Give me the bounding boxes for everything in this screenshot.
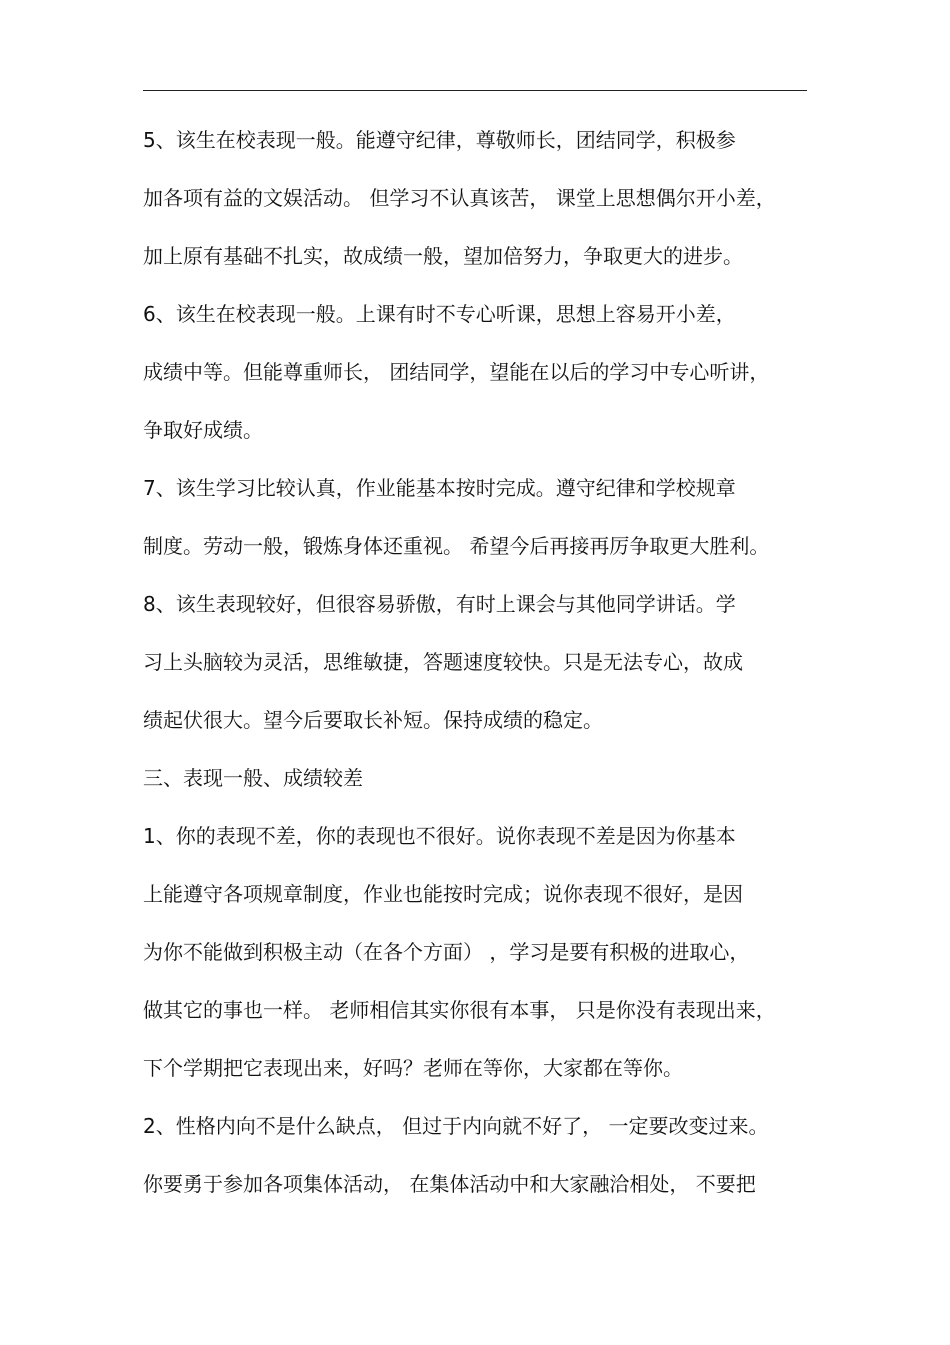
text-line: 6、该生在校表现一般。上课有时不专心听课，思想上容易开小差， <box>143 302 736 326</box>
text-line: 做其它的事也一样。 老师相信其实你很有本事， 只是你没有表现出来， <box>143 998 776 1022</box>
text-line: 8、该生表现较好，但很容易骄傲，有时上课会与其他同学讲话。学 <box>143 592 736 616</box>
text-line: 7、该生学习比较认真，作业能基本按时完成。遵守纪律和学校规章 <box>143 476 736 500</box>
text-line: 习上头脑较为灵活，思维敏捷，答题速度较快。只是无法专心，故成 <box>143 650 743 674</box>
text-line: 加上原有基础不扎实，故成绩一般，望加倍努力，争取更大的进步。 <box>143 244 743 268</box>
text-line: 制度。劳动一般，锻炼身体还重视。 希望今后再接再厉争取更大胜利。 <box>143 534 770 558</box>
text-line: 下个学期把它表现出来，好吗？老师在等你，大家都在等你。 <box>143 1056 683 1080</box>
section-heading: 三、表现一般、成绩较差 <box>143 766 363 790</box>
text-line: 绩起伏很大。望今后要取长补短。保持成绩的稳定。 <box>143 708 603 732</box>
text-line: 争取好成绩。 <box>143 418 263 442</box>
text-line: 加各项有益的文娱活动。 但学习不认真该苦， 课堂上思想偶尔开小差， <box>143 186 776 210</box>
text-line: 5、该生在校表现一般。能遵守纪律，尊敬师长，团结同学，积极参 <box>143 128 736 152</box>
text-line: 为你不能做到积极主动（在各个方面） ，学习是要有积极的进取心， <box>143 940 750 964</box>
text-line: 上能遵守各项规章制度，作业也能按时完成；说你表现不很好，是因 <box>143 882 743 906</box>
text-line: 1、你的表现不差，你的表现也不很好。说你表现不差是因为你基本 <box>143 824 736 848</box>
text-line: 2、性格内向不是什么缺点， 但过于内向就不好了， 一定要改变过来。 <box>143 1114 769 1138</box>
header-rule <box>143 90 807 91</box>
text-line: 你要勇于参加各项集体活动， 在集体活动中和大家融洽相处， 不要把 <box>143 1172 756 1196</box>
document-body <box>143 111 823 1213</box>
text-line: 成绩中等。但能尊重师长， 团结同学，望能在以后的学习中专心听讲， <box>143 360 770 384</box>
